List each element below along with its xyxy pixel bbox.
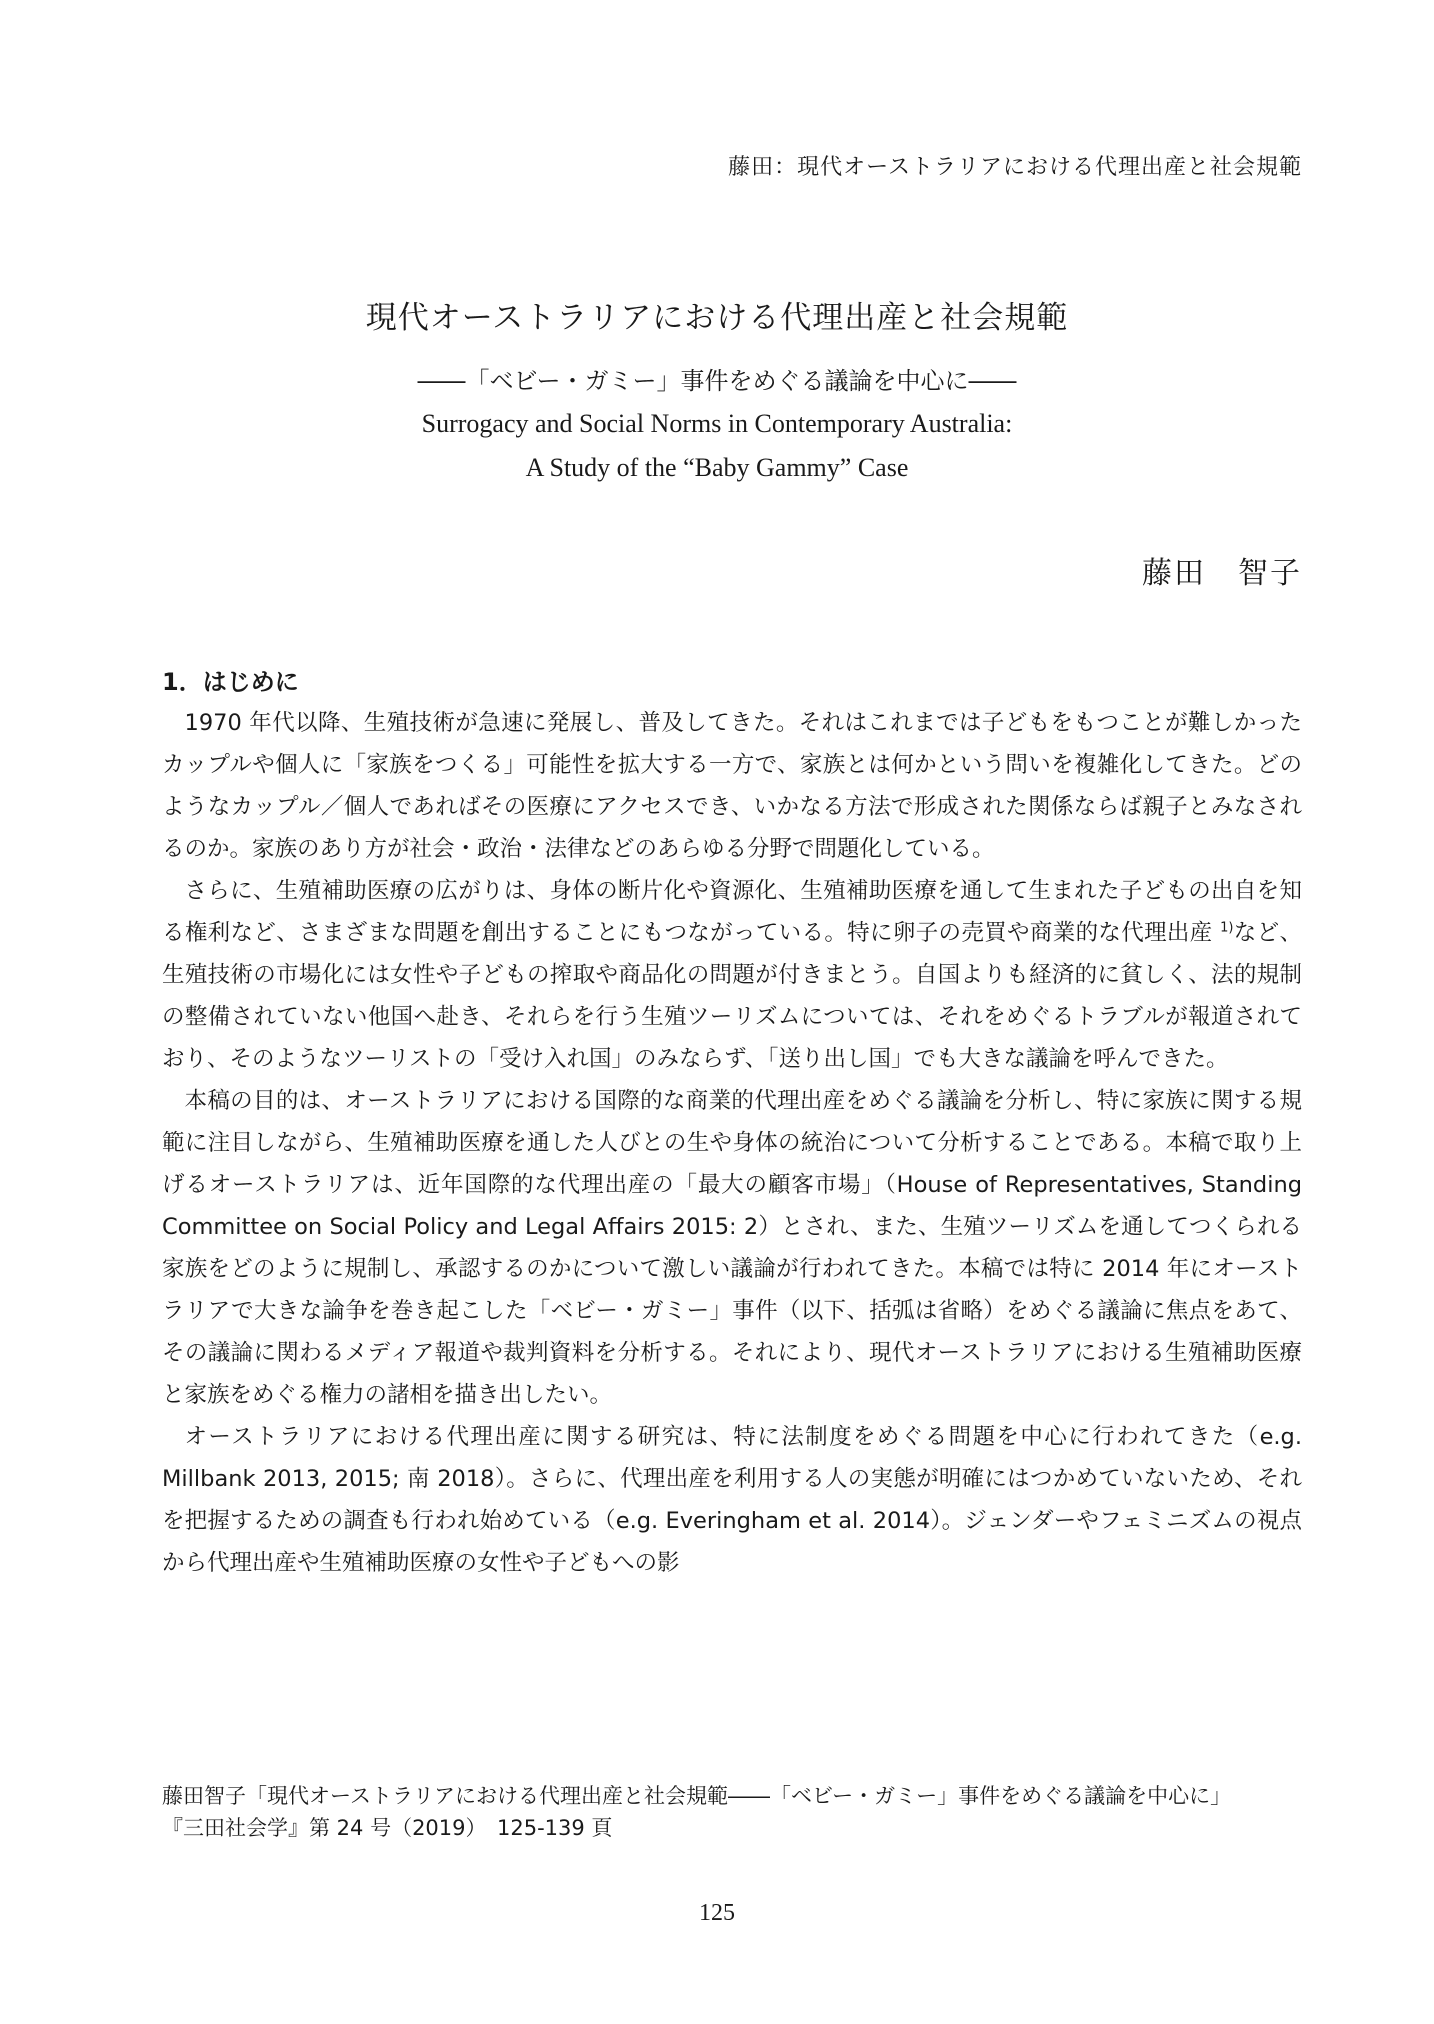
page-number: 125: [699, 1900, 735, 1926]
paper-title-english-line-1: Surrogacy and Social Norms in Contemporary Australia:: [421, 409, 1013, 438]
body-text: [162, 702, 1302, 1584]
paragraph-4: オーストラリアにおける代理出産に関する研究は、特に法制度をめぐる問題を中心に行われてきた（e.g. Millbank 2013, 2015; 南 2018）。さらに、代理出産を利用する人の実態が明確にはつかめていないため、それを把握するための調査も行われ始めている（e.g. Everingham et al. 2014）。ジェンダーやフェミニズムの視点から代理出産や生殖補助医療の女性や子どもへの影: [162, 1424, 1302, 1576]
author-name: 藤田 智子: [1142, 556, 1302, 591]
paragraph-2: [162, 870, 1302, 1080]
footnote-marker[interactable]: 1): [1220, 920, 1234, 936]
journal-line: 『三田社会学』第 24 号（2019） 125-139 頁: [162, 1816, 613, 1840]
paragraph-1: 1970 年代以降、生殖技術が急速に発展し、普及してきた。それはこれまでは子どもをもつことが難しかったカップルや個人に「家族をつくる」可能性を拡大する一方で、家族とは何かという問いを複雑化してきた。どのようなカップル／個人であればその医療にアクセスでき、いかなる方法で形成された関係ならば親子とみなされるのか。家族のあり方が社会・政治・法律などのあらゆる分野で問題化している。: [162, 710, 1302, 862]
paper-title-english: [0, 402, 1434, 490]
title-block: [0, 292, 1434, 490]
paper-title-english-line-2: A Study of the “Baby Gammy” Case: [525, 453, 909, 482]
citation-line: 藤田智子「現代オーストラリアにおける代理出産と社会規範――「ベビー・ガミー」事件をめぐる議論を中心に」: [162, 1784, 1232, 1808]
footer-citation: [162, 1780, 1302, 1844]
running-header: 藤田：現代オーストラリアにおける代理出産と社会規範: [728, 155, 1302, 180]
paragraph-3: 本稿の目的は、オーストラリアにおける国際的な商業的代理出産をめぐる議論を分析し、特に家族に関する規範に注目しながら、生殖補助医療を通した人びとの生や身体の統治について分析することである。本稿で取り上げるオーストラリアは、近年国際的な代理出産の「最大の顧客市場」（House of Representatives, Standing Committee on Social Policy and Legal Affairs 2015: 2）とされ、また、生殖ツーリズムを通してつくられる家族をどのように規制し、承認するのかについて激しい議論が行われてきた。本稿では特に 2014 年にオーストラリアで大きな論争を巻き起こした「ベビー・ガミー」事件（以下、括弧は省略）をめぐる議論に焦点をあて、その議論に関わるメディア報道や裁判資料を分析する。それにより、現代オーストラリアにおける生殖補助医療と家族をめぐる権力の諸相を描き出したい。: [162, 1088, 1302, 1408]
paragraph-2-after-note: など、生殖技術の市場化には女性や子どもの搾取や商品化の問題が付きまとう。自国よりも経済的に貧しく、法的規制の整備されていない他国へ赴き、それらを行う生殖ツーリズムについては、それをめぐるトラブルが報道されており、そのようなツーリストの「受け入れ国」のみならず、「送り出し国」でも大きな議論を呼んできた。: [162, 920, 1302, 1072]
paragraph-2-before-note: さらに、生殖補助医療の広がりは、身体の断片化や資源化、生殖補助医療を通して生まれた子どもの出自を知る権利など、さまざまな問題を創出することにもつながっている。特に卵子の売買や商業的な代理出産: [162, 878, 1302, 946]
paper-title-japanese: 現代オーストラリアにおける代理出産と社会規範: [365, 300, 1069, 336]
paper-subtitle-japanese: ――「ベビー・ガミー」事件をめぐる議論を中心に――: [417, 367, 1017, 395]
section-heading: 1．はじめに: [162, 668, 299, 696]
